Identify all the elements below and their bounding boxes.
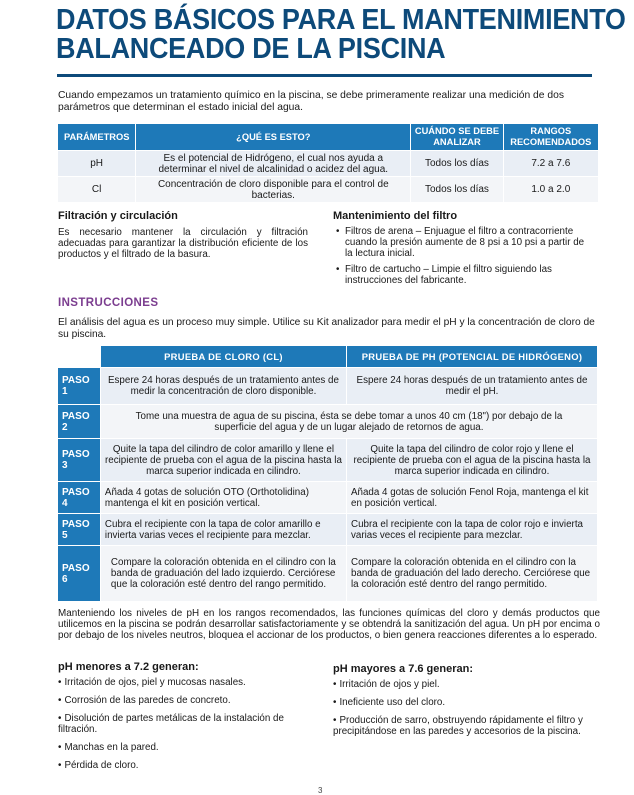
description-cell: Concentración de cloro disponible para el control de bacterias. [136,177,411,203]
ph-low-section [58,662,313,778]
list-item-text: Producción de sarro, obstruyendo rápidamente el filtro y precipitándose en las paredes y accesorios de la piscina. [333,715,583,737]
table-row [58,514,598,546]
mantenimiento-section [333,211,589,291]
list-item: • Irritación de ojos y piel. [333,679,440,690]
ph-high-section [333,664,591,744]
header-cuando: CUÁNDO SE DEBE ANALIZAR [411,124,503,151]
frequency-cell: Todos los días [411,151,503,177]
list-item: • Filtros de arena – Enjuague el filtro a contracorriente cuando la presión aumente de 8 psi a 10 psi a partir de la lectura inicial. [345,226,589,259]
step-label: PASO 6 [58,546,101,602]
range-cell: 7.2 a 7.6 [503,151,598,177]
list-item-text: Pérdida de cloro. [64,760,139,771]
step-both-cell: Tome una muestra de agua de su piscina, ésta se debe tomar a unos 40 cm (18") por debajo de la superficie del agua y de un lugar alejado de retornos de agua. [100,405,597,439]
header-prueba-ph: PRUEBA DE PH (POTENCIAL DE HIDRÓGENO) [347,346,598,368]
list-item-text: Manchas en la pared. [64,742,159,753]
table-row [58,177,599,203]
instrucciones-heading: INSTRUCCIONES [58,297,159,309]
parameters-table [57,123,599,203]
after-paragraph: Manteniendo los niveles de pH en los rangos recomendados, las funciones químicas del cloro y demás productos que utilicemos en la piscina se podrán desarrollar satisfactoriamente y se obtendrá la sanitización del agua. Un pH por encima o por debajo de los niveles neutros, bloquea el accionar de los productos, o bien genera reacciones diferentes a lo esperado. [58,608,600,641]
step-ph-cell: Compare la coloración obtenida en el cilindro con la banda de graduación del lado derecho. Cerciórese que la coloración esté dentro del rango permitido. [347,546,598,602]
step-cl-cell: Compare la coloración obtenida en el cilindro con la banda de graduación del lado izquierdo. Cerciórese que la coloración esté dentro del rango permitido. [100,546,346,602]
list-item: • Manchas en la pared. [58,742,159,753]
page-title [56,4,626,65]
list-item: • Filtro de cartucho – Limpie el filtro siguiendo las instrucciones del fabricante. [345,264,589,286]
step-label: PASO 3 [58,439,101,482]
ph-high-heading: pH mayores a 7.6 generan: [333,663,474,675]
step-cl-cell: Cubra el recipiente con la tapa de color amarillo e invierta varias veces el recipiente para mezclar. [100,514,346,546]
step-ph-cell: Cubra el recipiente con la tapa de color rojo e invierta varias veces el recipiente para mezclar. [347,514,598,546]
title-divider [57,74,592,77]
table-row [58,151,599,177]
range-cell: 1.0 a 2.0 [503,177,598,203]
param-cell: pH [58,151,136,177]
header-parametros: PARÁMETROS [58,124,136,151]
description-cell: Es el potencial de Hidrógeno, el cual nos ayuda a determinar el nivel de alcalinidad o acidez del agua. [136,151,411,177]
step-label: PASO 5 [58,514,101,546]
list-item-text: Corrosión de las paredes de concreto. [64,695,231,706]
list-item: • Producción de sarro, obstruyendo rápidamente el filtro y precipitándose en las paredes y accesorios de la piscina. [333,715,583,737]
step-cl-cell: Quite la tapa del cilindro de color amarillo y llene el recipiente de prueba con el agua de la piscina hasta la marca superior indicada en cilindro. [100,439,346,482]
ph-low-heading: pH menores a 7.2 generan: [58,661,199,673]
table-row [58,405,598,439]
steps-header-blank [58,346,101,368]
header-que-es: ¿QUÉ ES ESTO? [136,124,411,151]
step-label: PASO 1 [58,368,101,405]
list-item: • Corrosión de las paredes de concreto. [58,695,231,706]
filtracion-text: Es necesario mantener la circulación y filtración adecuadas para garantizar la distribución eficiente de los productos y el filtrado de la basura. [58,227,308,260]
list-item: • Irritación de ojos, piel y mucosas nasales. [58,677,246,688]
list-item-text: Irritación de ojos y piel. [339,679,440,690]
filtracion-section [58,211,308,260]
instrucciones-text: El análisis del agua es un proceso muy simple. Utilice su Kit analizador para medir el pH y la concentración de cloro de su piscina. [58,317,595,340]
step-cl-cell: Añada 4 gotas de solución OTO (Orthotolidina) mantenga el kit en posición vertical. [100,482,346,514]
list-item: • Disolución de partes metálicas de la instalación de filtración. [58,713,284,735]
list-item-text: Disolución de partes metálicas de la instalación de filtración. [58,713,284,735]
list-item: • Pérdida de cloro. [58,760,139,771]
step-ph-cell: Espere 24 horas después de un tratamiento antes de medir el pH. [347,368,598,405]
mantenimiento-heading: Mantenimiento del filtro [333,210,458,222]
step-label: PASO 2 [58,405,101,439]
page-title-line-2: BALANCEADO DE LA PISCINA [56,33,446,65]
step-ph-cell: Añada 4 gotas de solución Fenol Roja, mantenga el kit en posición vertical. [347,482,598,514]
table-row [58,368,598,405]
param-cell: Cl [58,177,136,203]
list-item-text: Ineficiente uso del cloro. [339,697,446,708]
frequency-cell: Todos los días [411,177,503,203]
steps-table [57,345,598,602]
table-row [58,482,598,514]
step-label: PASO 4 [58,482,101,514]
intro-text: Cuando empezamos un tratamiento químico en la piscina, se debe primeramente realizar una medición de dos parámetros que determinan el estado inicial del agua. [58,90,564,113]
page-title-line-1: DATOS BÁSICOS PARA EL MANTENIMIENTO [56,4,626,36]
step-cl-cell: Espere 24 horas después de un tratamiento antes de medir la concentración de cloro disponible. [100,368,346,405]
header-rangos: RANGOS RECOMENDADOS [503,124,598,151]
page-number: 3 [318,786,323,795]
list-item: • Ineficiente uso del cloro. [333,697,446,708]
step-ph-cell: Quite la tapa del cilindro de color rojo y llene el recipiente de prueba con el agua de la piscina hasta la marca superior indicada en cilindro. [347,439,598,482]
header-prueba-cloro: PRUEBA DE CLORO (CL) [100,346,346,368]
table-row [58,546,598,602]
list-item-text: Irritación de ojos, piel y mucosas nasales. [64,677,246,688]
filtracion-heading: Filtración y circulación [58,210,178,222]
table-row [58,439,598,482]
